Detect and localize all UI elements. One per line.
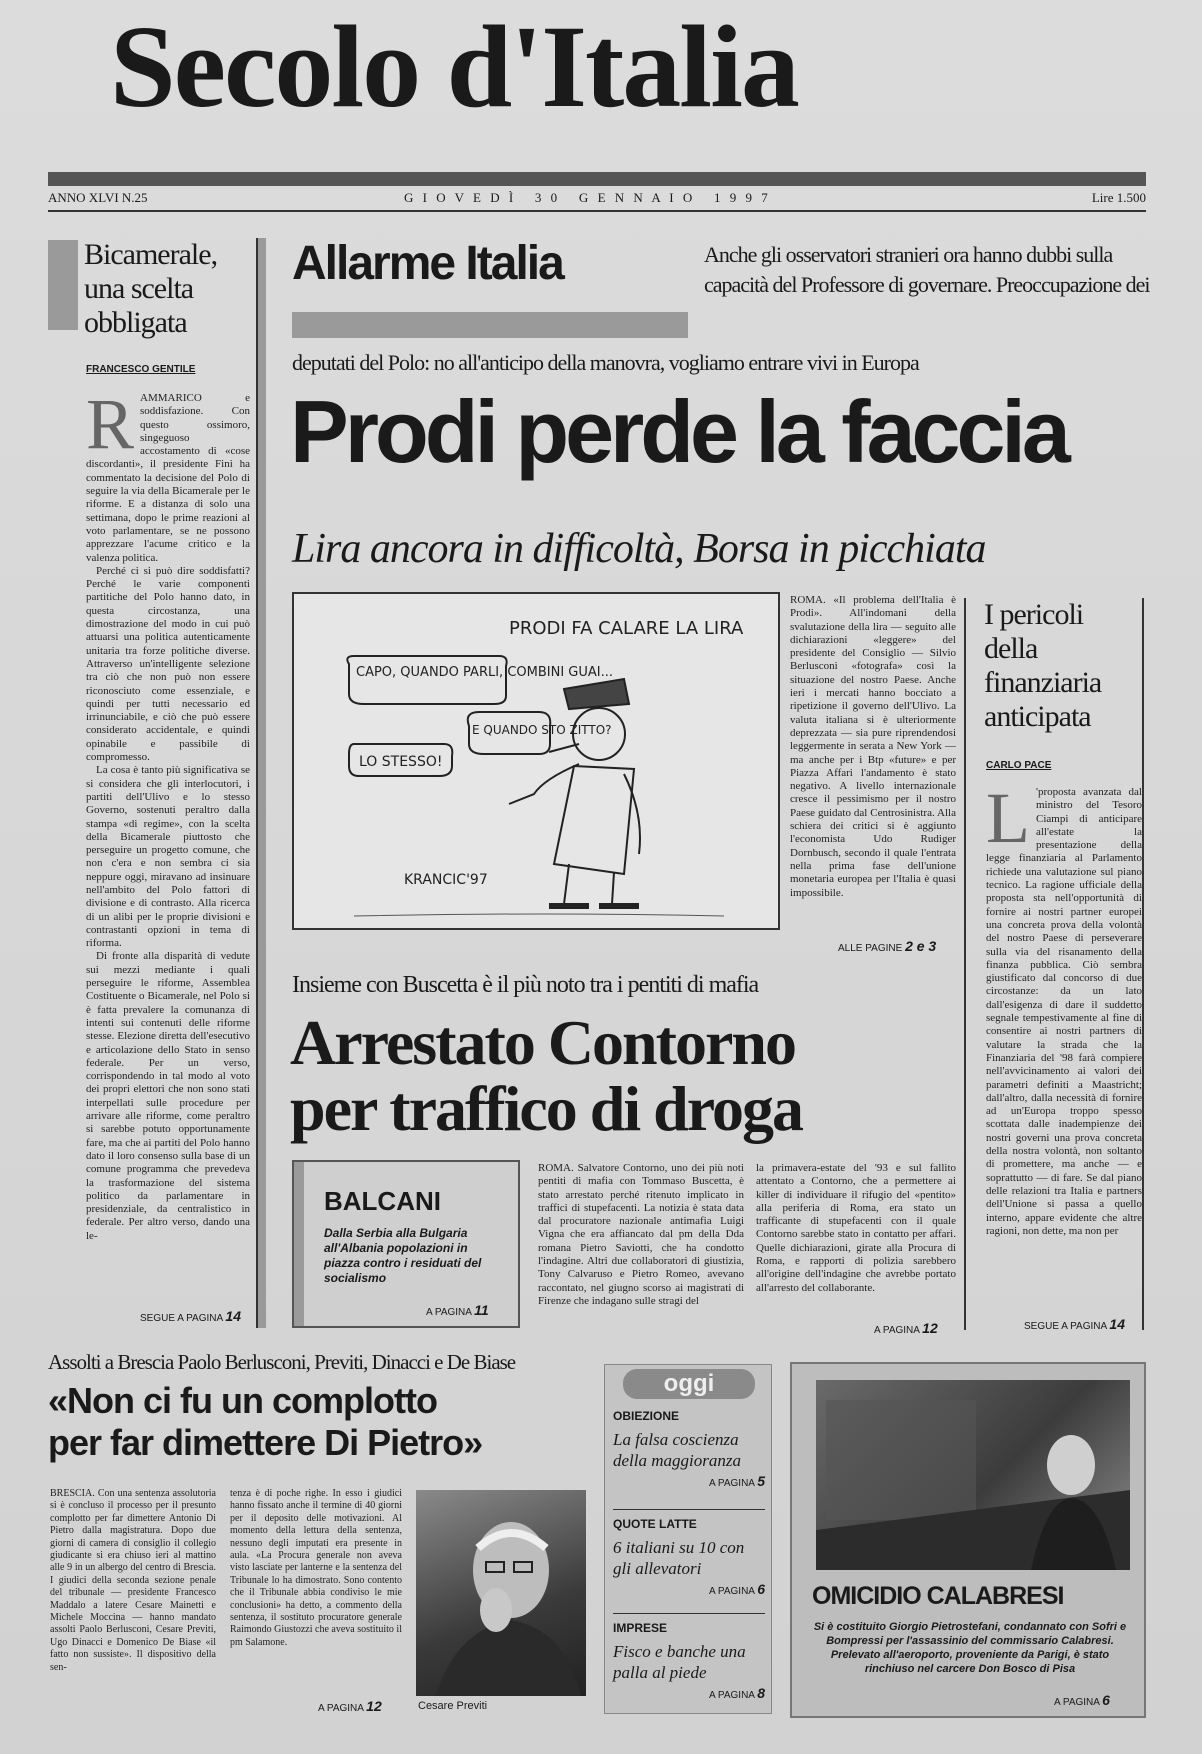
sidebar-title-line: della — [984, 632, 1038, 665]
sidebar-divider — [964, 598, 966, 1330]
balcani-title: BALCANI — [324, 1186, 441, 1216]
sidebar-title-line: finanziaria — [984, 666, 1102, 699]
lead-body: ROMA. «Il problema dell'Italia è Prodi». All'indomani della svalutazione della lira — seguito alle dichiarazioni «leggere» del presidente del Consiglio — Silvio Berlusconi «fotografa» così la situazione del nostro Paese. Anche ieri i mercati hanno bocciato a ripetizione il governo dell'Ulivo. La valuta italiana si è ulteriormente deprezzata — sia pure riprendendosi leggermente in serata a New York — ma anche per i Btp «future» e per Piazza Affari l'andamento è stato negativo. A livello internazionale cresce il pessimismo per il nostro Paese guidato dal Centrosinistra. Alla schiera dei critici si è aggiunto l'economista Udo Rudiger Dornbusch, secondo il quale l'entrata nella prima fase dell'unione monetaria europea per l'Italia è quasi impossibile. — [790, 594, 956, 899]
cartoon-bubble-text: E QUANDO STO ZITTO? — [472, 723, 612, 737]
lead-kicker-text-2: deputati del Polo: no all'anticipo della manovra, vogliamo entrare vivi in Europa — [292, 350, 919, 375]
contorno-page-ref — [874, 1320, 938, 1336]
cartoon-bubble-text: CAPO, QUANDO PARLI, COMBINI GUAI... — [356, 665, 614, 680]
previti-caption: Cesare Previti — [418, 1700, 488, 1712]
previti-photo-figure — [416, 1490, 586, 1696]
sidebar-title-line: anticipata — [984, 700, 1091, 733]
editorial-continue-label: SEGUE A PAGINA — [140, 1313, 223, 1324]
oggi-item-text: La falsa coscienza della maggioranza — [613, 1430, 741, 1470]
contorno-headline — [290, 1007, 802, 1144]
oggi-item-text: Fisco e banche una palla al piede — [613, 1642, 746, 1682]
brescia-col-2: tenza è di poche righe. In esso i giudici hanno fissato anche il termine di 40 giorni per il deposito delle motivazioni. Al momento della lettura della sentenza, nessuno degli imputati era presente in aula. «La Procura generale non aveva visto lasciate per lanterne e la sentenza del Tribunale lo ha dimostrato. Sono contento che il Tribunale abbia condiviso le mie conclusioni» ha detto, a commento della sentenza, il sostituto procuratore generale Raimondo Giustozzi che aveva sostituito il pm Salamone. — [230, 1488, 402, 1648]
masthead-title: Secolo d'Italia — [110, 1, 798, 132]
oggi-item-text: 6 italiani su 10 con gli allevatori — [613, 1538, 745, 1578]
cartoon-bubble-shape — [347, 656, 506, 704]
previti-photo — [416, 1490, 586, 1696]
oggi-divider — [613, 1509, 765, 1510]
dateline-rule — [48, 210, 1146, 212]
issue-price: Lire 1.500 — [1091, 190, 1146, 205]
oggi-item-section: OBIEZIONE — [613, 1409, 680, 1423]
oggi-item-page-label: A PAGINA — [709, 1586, 755, 1597]
lead-page-ref — [838, 938, 936, 954]
sidebar-title-line: I pericoli — [984, 598, 1084, 631]
sidebar-byline: CARLO PACE — [986, 760, 1052, 771]
calabresi-text: Si è costituito Giorgio Pietrostefani, condannato con Sofri e Bompressi per l'assassinio del commissario Calabresi. Prelevato all'aeroporto, proveniente da Parigi, è stato rinchiuso nel carcere Don Bosco di Pisa — [813, 1621, 1127, 1675]
lead-page-ref-label: ALLE PAGINE — [838, 943, 903, 954]
calabresi-page-label: A PAGINA — [1054, 1697, 1100, 1708]
oggi-item-page-label: A PAGINA — [709, 1478, 755, 1489]
editorial-dropcap: R — [86, 392, 135, 464]
sidebar-continue-page: 14 — [1109, 1316, 1125, 1332]
oggi-logo: oggi — [623, 1369, 755, 1399]
calabresi-box[interactable] — [790, 1362, 1146, 1718]
cartoon-signature: KRANCIC'97 — [404, 872, 488, 888]
cartoon-ground — [354, 914, 724, 916]
oggi-item-page: 6 — [757, 1581, 765, 1597]
editorial-paragraph: AMMARICO e soddisfazione. Con questo ossimoro, singeguoso accostamento di «cose discordanti», il presidente Fini ha commentato la decisione del Polo di seguire la via della Bicamerale per le riforme. E a distanza di solo una settimana, dopo le prime reazioni al voto parlamentare, se ne possono apprezzare l'acume critico e la valenza politica. — [86, 392, 250, 564]
lead-kicker-title: Allarme Italia — [292, 237, 563, 290]
editorial-grey-bar — [48, 240, 78, 330]
calabresi-title: OMICIDIO CALABRESI — [812, 1582, 1064, 1610]
brescia-kicker: Assolti a Brescia Paolo Berlusconi, Previti, Dinacci e De Biase — [48, 1350, 516, 1374]
cartoon-frame — [292, 592, 780, 930]
editorial-body — [86, 392, 250, 1298]
oggi-item[interactable] — [613, 1409, 765, 1489]
lead-kicker-bar — [292, 312, 688, 338]
editorial-title-line: Bicamerale, — [84, 238, 218, 271]
brescia-page-label: A PAGINA — [318, 1703, 364, 1714]
sidebar-title — [984, 598, 1144, 734]
calabresi-photo-figure — [816, 1380, 1130, 1570]
balcani-box[interactable] — [292, 1160, 520, 1328]
contorno-page: 12 — [922, 1320, 938, 1336]
oggi-box — [604, 1364, 772, 1714]
editorial-continue-page: 14 — [225, 1308, 241, 1324]
brescia-col-1: BRESCIA. Con una sentenza assolutoria si è concluso il processo per il presunto complotto per far dimettere Antonio Di Pietro dalla magistratura. Dopo due giorni di camera di consiglio il collegio giudicante si era chiuso ieri al mattino alle 9 in un albergo del centro di Brescia. I giudici della seconda sezione penale del tribunale — presidente Francesco Maddalo a latere Cesare Mainetti e Michele Moccina — hanno mandato assolti Paolo Berlusconi, Cesare Previti, Ugo Dinacci e Domenico De Biase «il fatto non sussiste». Il dispositivo della sen- — [50, 1488, 216, 1673]
issue-date: G I O V E D Ì 3 0 G E N N A I O 1 9 9 7 — [404, 190, 771, 205]
balcani-page: 11 — [474, 1302, 489, 1318]
sidebar-continue-label: SEGUE A PAGINA — [1024, 1321, 1107, 1332]
contorno-kicker: Insieme con Buscetta è il più noto tra i pentiti di mafia — [292, 972, 759, 998]
lead-page-ref-pages: 2 e 3 — [905, 938, 937, 954]
balcani-page-label: A PAGINA — [426, 1307, 472, 1318]
contorno-headline-line: Arrestato Contorno — [290, 1007, 795, 1078]
sidebar-body — [986, 786, 1142, 1302]
oggi-item-section: IMPRESE — [613, 1621, 668, 1635]
column-divider-shade — [258, 238, 266, 1328]
brescia-page: 12 — [366, 1698, 382, 1714]
contorno-page-label: A PAGINA — [874, 1325, 920, 1336]
oggi-item-page-ref — [613, 1581, 765, 1597]
masthead-rule — [48, 172, 1146, 186]
oggi-item-section: QUOTE LATTE — [613, 1517, 697, 1531]
balcani-text: Dalla Serbia alla Bulgaria all'Albania popolazioni in piazza contro i residuati del socialismo — [324, 1226, 482, 1285]
sidebar-paragraph: 'proposta avanzata dal ministro del Tesoro Ciampi di anticipare all'estate la presentazione della legge finanziaria al Parlamento richiede una valutazione sul piano tecnico. La ragione ufficiale della proposta sta nell'opportunità di fornire ai nostri partner europei una concreta prova della volontà del nostro Paese di perseverare sulla via del risanamento della finanza pubblica. Ciò sembra giustificato dal concorso di due circostanze: da un lato dall'esigenza di dare il suddetto segnale tempestivamente al fine di consentire ai nostri partners di valutare la strada che la Finanziaria del '98 farà compiere nell'avvicinamento ai valori dei parametri definiti a Maastricht; dall'altro, dalla necessità di fornire ad un'Europa troppo spesso scottata dalle inadempienze dei nostri governi una prova concreta della nostra volontà, non soltanto di promettere, ma anche — e soprattutto — di fare. Se dal piano delle relazioni tra Italia e partners dell'Unione si passa a quello interno, appare evidente che altre ragioni, non dette, ma non per — [986, 786, 1142, 1237]
brescia-headline-line: per far dimettere Di Pietro» — [48, 1422, 483, 1463]
balcani-page-ref — [426, 1302, 489, 1318]
balcani-bar — [294, 1162, 304, 1326]
oggi-divider — [613, 1613, 765, 1614]
calabresi-page: 6 — [1102, 1692, 1110, 1708]
sidebar-right-rule — [1142, 598, 1144, 1330]
cartoon-bubble-text: LO STESSO! — [359, 754, 443, 770]
lead-kicker-text: Anche gli osservatori stranieri ora hanno dubbi sulla capacità del Professore di governare. Preoccupazione dei — [704, 242, 1150, 297]
editorial-title-line: obbligata — [84, 306, 187, 339]
contorno-headline-line: per traffico di droga — [290, 1073, 802, 1144]
editorial-continue — [140, 1308, 241, 1324]
calabresi-page-ref — [1054, 1692, 1110, 1708]
oggi-item-page-label: A PAGINA — [709, 1690, 755, 1701]
brescia-page-ref — [318, 1698, 382, 1714]
oggi-item-page-ref — [613, 1685, 765, 1701]
cartoon-drawing — [294, 594, 778, 928]
cartoon-figure — [509, 679, 640, 906]
editorial-byline: FRANCESCO GENTILE — [86, 364, 196, 375]
editorial-paragraph: Perché ci si può dire soddisfatti? Perché le varie componenti partitiche del Polo hanno dato, in questa circostanza, una dimostrazione del modo in cui può attuarsi una politica autenticamente unitaria tra forze politiche diverse. Attraverso un'intelligente selezione tra ciò che non può non essere riconosciuto come essenziale, e quindi per tutti necessario ed irrinunciabile, e ciò che può essere considerato accidentale, e quindi opinabile e passibile di compromesso. — [86, 564, 250, 764]
oggi-item[interactable] — [613, 1621, 765, 1701]
editorial-title-line: una scelta — [84, 272, 194, 305]
sidebar-continue — [1024, 1316, 1125, 1332]
editorial-title — [84, 238, 254, 340]
contorno-col-2: la primavera-estate del '93 e sul fallito attentato a Contorno, che a permettere ai killer di individuare il rifugio del «pentito» alla periferia di Roma, era stato un trafficante di stupefacenti con il quale Contorno sarebbe stato in contatto per affari. Quelle dichiarazioni, girate alla Procura di Roma, e rapporti di polizia sarebbero all'origine dell'indagine che avrebbe portato all'arresto del collaborante. — [756, 1162, 956, 1294]
editorial-paragraph: La cosa è tanto più significativa se si considera che gli interlocutori, i partiti dell'Ulivo e lo stesso Governo, sostenuti peraltro dalla stampa «di regime», con la scelta della Bicamerale piuttosto che perseguire un progetto comune, che non c'era e non sembra ci sia neppure oggi, miravano ad insinuare nell'ambito del Polo fattori di divisione e di contrasto. Alla ricerca di un alibi per le proprie divisioni e contrastanti opzioni in tema di riforma. — [86, 764, 250, 950]
editorial-paragraph: Di fronte alla disparità di vedute sui mezzi mediante i quali perseguire le riforme, Assemblea Costituente o Bicamerale, nel Polo si è fatta prevalere la comunanza di intenti sui contenuti delle riforme stesse. Elezione diretta dell'esecutivo e articolazione dello Stato in senso federale. Per un verso, corrispondendo in tal modo al voto dei propri elettori che non sono stati interpellati sulle procedure per arrivare alle riforme, come peraltro si sarebbe potuto opportunamente fare, ma che ai partiti del Polo hanno dato il loro consenso sulla base di un comune programma che prevedeva la trasformazione del sistema politico da parlamentare in presidenziale, da centralistico in federale. Per altro verso, dando una le- — [86, 950, 250, 1242]
lead-subhead: Lira ancora in difficoltà, Borsa in picchiata — [292, 526, 986, 572]
calabresi-photo — [816, 1380, 1130, 1570]
dateline — [48, 190, 1146, 210]
cartoon-caption: PRODI FA CALARE LA LIRA — [509, 618, 744, 639]
oggi-item-page: 5 — [757, 1473, 765, 1489]
oggi-item[interactable] — [613, 1517, 765, 1597]
brescia-headline — [48, 1380, 482, 1464]
lead-headline: Prodi perde la faccia — [290, 382, 1067, 481]
oggi-item-page-ref — [613, 1473, 765, 1489]
brescia-headline-line: «Non ci fu un complotto — [48, 1380, 437, 1421]
issue-number: ANNO XLVI N.25 — [48, 190, 148, 205]
oggi-item-page: 8 — [757, 1685, 765, 1701]
contorno-col-1: ROMA. Salvatore Contorno, uno dei più noti pentiti di mafia con Tommaso Buscetta, è stato arrestato perché ritenuto implicato in traffici di stupefacenti. La notizia è stata data dal procuratore nazionale antimafia Luigi Vigna che era affiancato dal pm della Dda romana Pietro Saviotti, che ha condotto l'indagine. Altri due collaboratori di giustizia, Tony Calvaruso e Pietro Romeo, avevano raccontato, nel giugno scorso ai magistrati di Firenze che indagano sulle stragi del — [538, 1162, 744, 1307]
sidebar-dropcap: L — [986, 786, 1030, 858]
